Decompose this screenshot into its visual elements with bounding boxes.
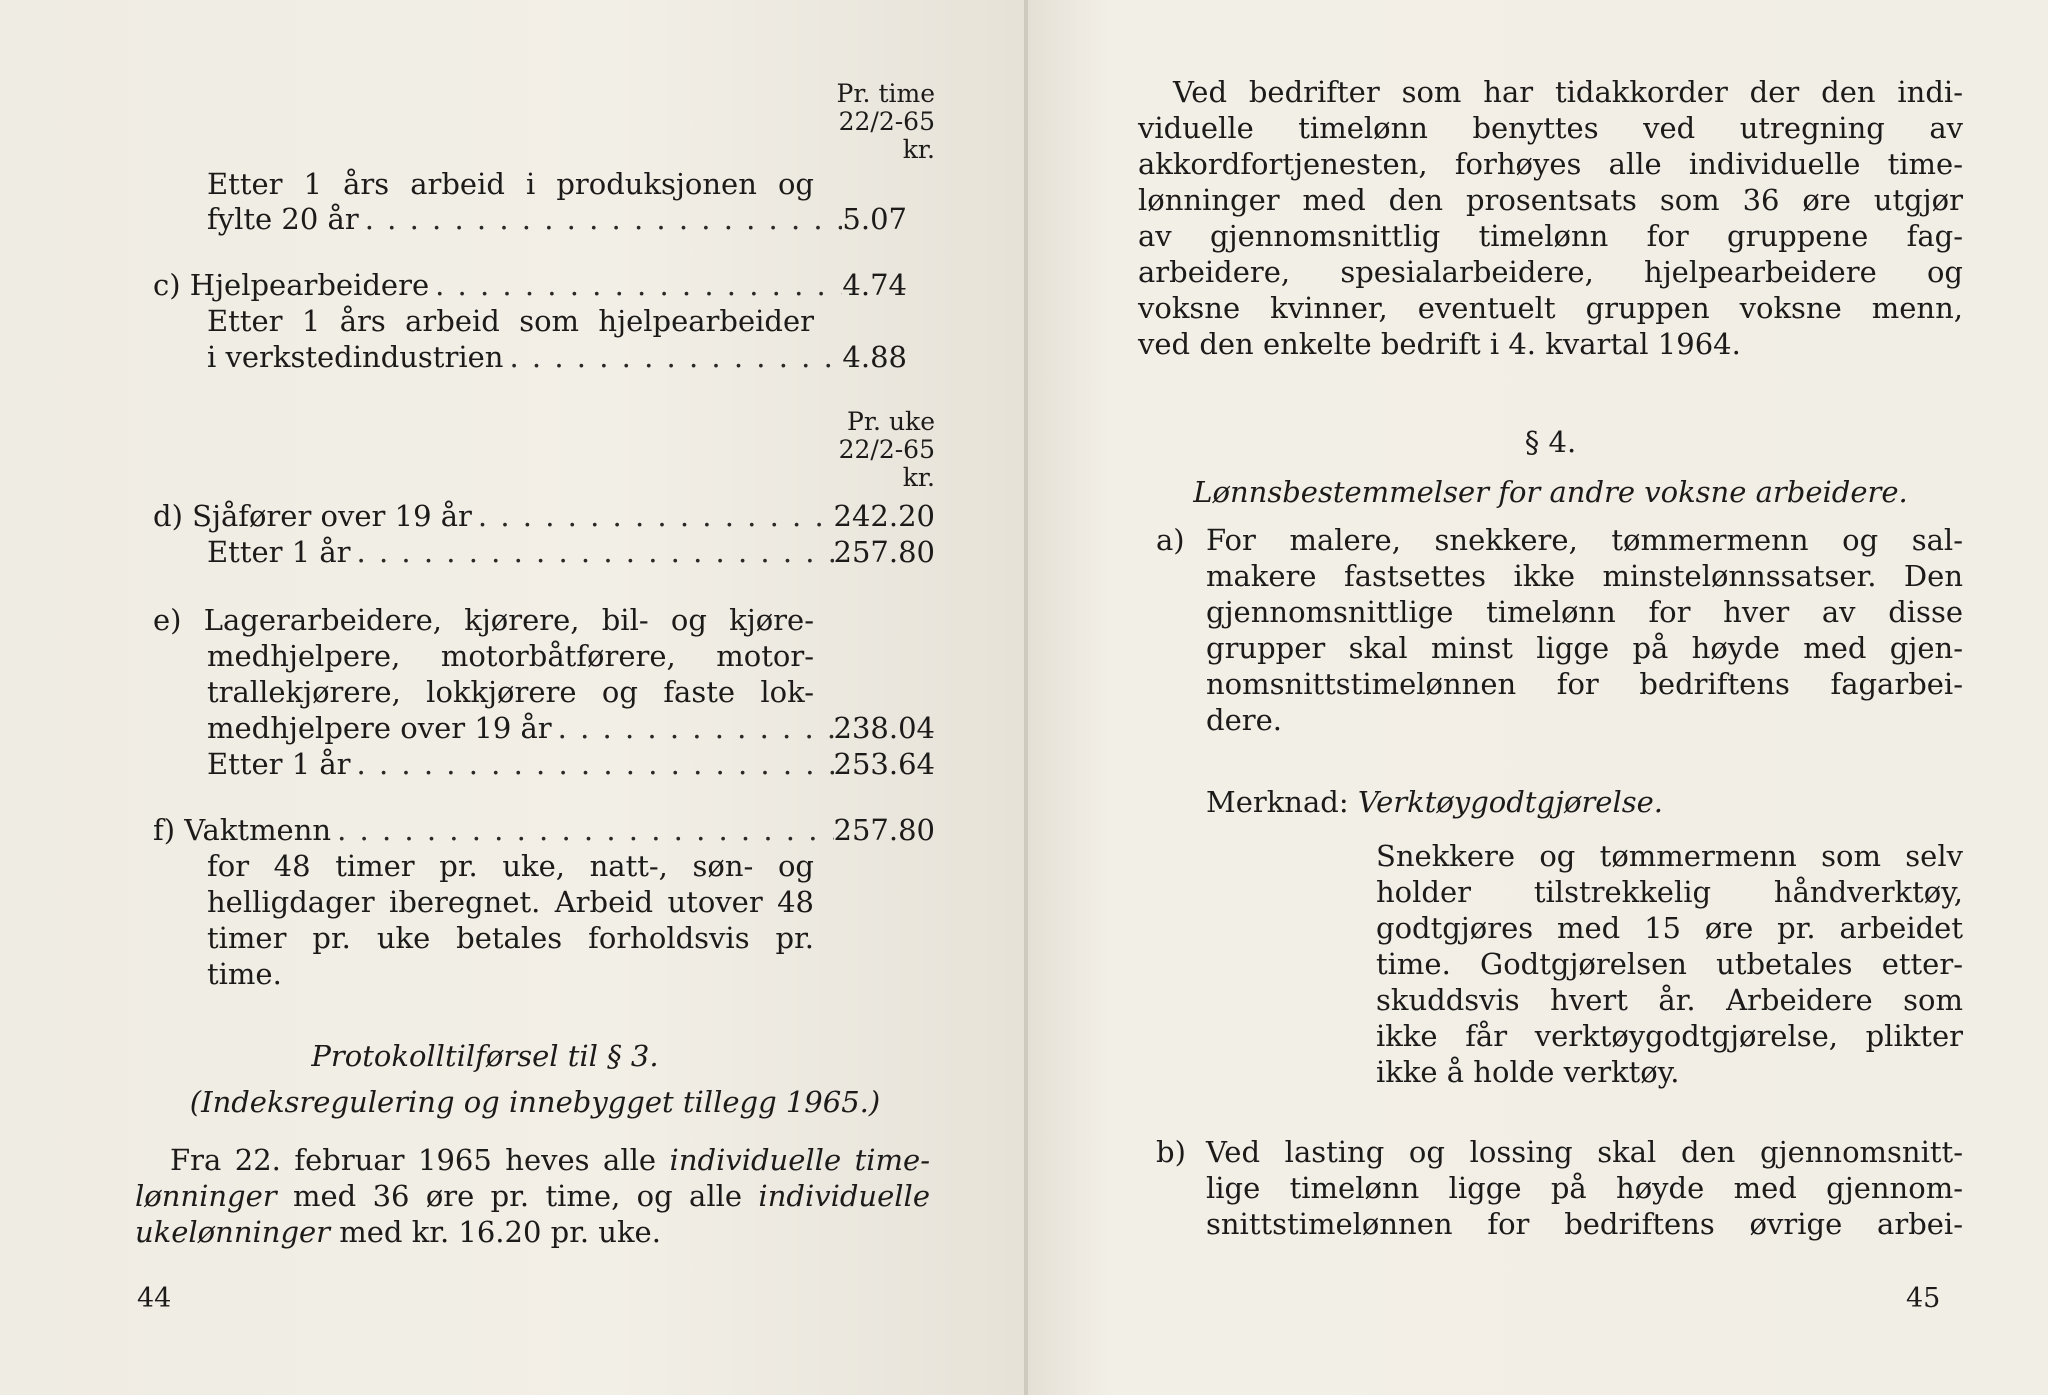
leader-dots (552, 710, 834, 746)
leader-dots (351, 746, 834, 782)
body-line: ikke å holde verktøy. (1376, 1055, 1680, 1089)
text-run: Fra 22. februar 1965 heves alle (170, 1143, 670, 1177)
section-heading: § 4. (1524, 425, 1577, 459)
header-line: kr. (902, 463, 935, 492)
body-line: skuddsvis hvert år. Arbeidere som (1376, 983, 1963, 1017)
leader-dots (503, 339, 842, 375)
body-line: snittstimelønnen for bedriftens øvrige arbei- (1206, 1207, 1963, 1241)
body-line: for 48 timer pr. uke, natt-, søn- og (207, 849, 814, 883)
body-line: gjennomsnittlige timelønn for hver av disse (1206, 595, 1963, 629)
body-line: Snekkere og tømmermenn som selv (1376, 839, 1963, 873)
wage-label: c) Hjelpearbeidere (153, 268, 430, 302)
right-page (1028, 0, 2048, 1395)
text-run: med kr. 16.20 pr. uke. (330, 1215, 661, 1249)
body-line: helligdager iberegnet. Arbeid utover 48 (207, 885, 814, 919)
body-line: voksne kvinner, eventuelt gruppen voksne menn, (1138, 291, 1963, 325)
body-line: For malere, snekkere, tømmermenn og sal- (1206, 523, 1963, 557)
merknad-label: Merknad: (1206, 785, 1358, 819)
leader-dots (351, 534, 834, 570)
body-line: timer pr. uke betales forholdsvis pr. (207, 921, 814, 955)
wage-value: 5.07 (842, 202, 907, 236)
wage-line: trallekjørere, lokkjørere og faste lok- (207, 675, 814, 709)
wage-label: f) Vaktmenn (153, 813, 332, 847)
wage-row (153, 267, 907, 303)
text-run-italic: ukelønninger (135, 1215, 331, 1249)
body-line: holder tilstrekkelig håndverktøy, (1376, 875, 1963, 909)
protocol-line (170, 1142, 930, 1178)
body-line: lønninger med den prosentsats som 36 øre utgjør (1138, 183, 1963, 217)
wage-row (207, 201, 907, 237)
body-line: Ved lasting og lossing skal den gjennomsnitt- (1206, 1135, 1963, 1169)
protocol-line (135, 1214, 661, 1250)
body-line: lige timelønn ligge på høyde med gjennom- (1206, 1171, 1963, 1205)
wage-row (207, 534, 935, 570)
body-line: ikke får verktøygodtgjørelse, plikter (1376, 1019, 1963, 1053)
wage-line: Etter 1 års arbeid som hjelpearbeider (207, 304, 814, 338)
body-line: dere. (1206, 703, 1282, 737)
body-line: Ved bedrifter som har tidakkorder der den indi- (1173, 75, 1963, 109)
wage-value: 242.20 (833, 499, 935, 533)
merknad-heading (1206, 784, 1663, 820)
body-line: akkordfortjenesten, forhøyes alle individuelle time- (1138, 147, 1963, 181)
leader-dots (429, 267, 842, 303)
wage-line: e) Lagerarbeidere, kjørere, bil- og kjøre- (153, 603, 814, 637)
header-line: 22/2-65 (838, 107, 935, 136)
header-line: kr. (902, 135, 935, 164)
leader-dots (472, 498, 834, 534)
body-line: av gjennomsnittlig timelønn for gruppene fag- (1138, 219, 1963, 253)
page-number: 44 (137, 1283, 172, 1314)
wage-label: i verkstedindustrien (207, 340, 504, 374)
wage-row (207, 339, 907, 375)
protocol-title: Protokolltilførsel til § 3. (311, 1039, 659, 1073)
wage-label: fylte 20 år (207, 202, 359, 236)
wage-value: 4.74 (842, 268, 907, 302)
header-line: 22/2-65 (838, 435, 935, 464)
item-label: b) (1156, 1135, 1186, 1169)
body-line: nomsnittstimelønnen for bedriftens fagarbei- (1206, 667, 1963, 701)
text-run-italic: individuelle (758, 1179, 930, 1213)
body-line: ved den enkelte bedrift i 4. kvartal 1964. (1138, 327, 1741, 361)
leader-dots (331, 812, 833, 848)
header-line: Pr. time (836, 79, 935, 108)
wage-label: Etter 1 år (207, 747, 351, 781)
wage-row (153, 812, 935, 848)
wage-row (207, 710, 935, 746)
merknad-title: Verktøygodtgjørelse. (1357, 785, 1664, 819)
column-header-week (815, 408, 935, 492)
item-label: a) (1156, 523, 1185, 557)
wage-label: medhjelpere over 19 år (207, 711, 552, 745)
page-number: 45 (1906, 1283, 1941, 1314)
wage-value: 4.88 (842, 340, 907, 374)
wage-value: 257.80 (833, 535, 935, 569)
leader-dots (359, 201, 843, 237)
text-run-italic: individuelle time- (669, 1143, 930, 1177)
body-line: makere fastsettes ikke minstelønnssatser. Den (1206, 559, 1963, 593)
body-line: time. (207, 957, 282, 991)
text-run: med 36 øre pr. time, og alle (276, 1179, 759, 1213)
protocol-subtitle: (Indeksregulering og innebygget tillegg 1965.) (189, 1085, 881, 1119)
header-line: Pr. uke (847, 407, 935, 436)
text-run-italic: lønninger (135, 1179, 277, 1213)
body-line: viduelle timelønn benyttes ved utregning av (1138, 111, 1963, 145)
wage-label: d) Sjåfører over 19 år (153, 499, 472, 533)
wage-value: 238.04 (833, 711, 935, 745)
wage-row (153, 498, 935, 534)
wage-line: medhjelpere, motorbåtførere, motor- (207, 639, 814, 673)
body-line: grupper skal minst ligge på høyde med gjen- (1206, 631, 1963, 665)
wage-value: 253.64 (833, 747, 935, 781)
protocol-line (135, 1178, 930, 1214)
body-line: godtgjøres med 15 øre pr. arbeidet (1376, 911, 1963, 945)
wage-row (207, 746, 935, 782)
body-line: arbeidere, spesialarbeidere, hjelpearbeidere og (1138, 255, 1963, 289)
wage-line: Etter 1 års arbeid i produksjonen og (207, 167, 814, 201)
wage-label: Etter 1 år (207, 535, 351, 569)
wage-value: 257.80 (833, 813, 935, 847)
section-title: Lønnsbestemmelser for andre voksne arbeidere. (1193, 475, 1908, 509)
column-header-time (815, 80, 935, 164)
body-line: time. Godtgjørelsen utbetales etter- (1376, 947, 1963, 981)
